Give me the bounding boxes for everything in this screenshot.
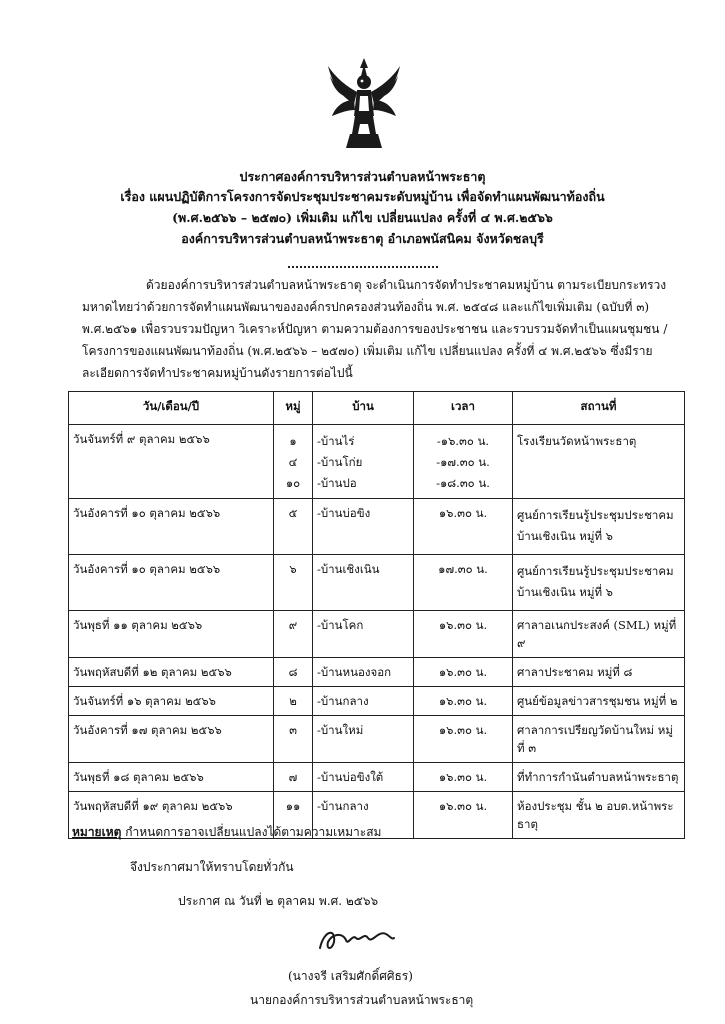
announcement-title: ประกาศองค์การบริหารส่วนตำบลหน้าพระธาตุ <box>239 169 486 184</box>
place-value: ศูนย์การเรียนรู้ประชุมประชาคม <box>517 508 674 522</box>
place-value: ศูนย์การเรียนรู้ประชุมประชาคม <box>517 564 674 578</box>
dotted-divider <box>288 266 438 268</box>
table-row <box>69 687 685 716</box>
note-label: หมายเหตุ <box>72 825 122 839</box>
row-ban: -บ้านบ่อขิงใต้ <box>313 763 414 792</box>
row-time <box>414 425 513 499</box>
row-moo: ๑๑ <box>274 792 313 839</box>
row-date: วันอังคารที่ ๑๐ ตุลาคม ๒๕๖๖ <box>69 555 274 611</box>
row-ban: -บ้านโคก <box>313 611 414 658</box>
time-value: -๑๗.๓๐ น. <box>436 455 490 469</box>
row-date: วันจันทร์ที่ ๑๖ ตุลาคม ๒๕๖๖ <box>69 687 274 716</box>
note-text: กำหนดการอาจเปลี่ยนแปลงได้ตามความเหมาะสม <box>125 825 382 839</box>
table-row <box>69 555 685 611</box>
row-ban: -บ้านหนองจอก <box>313 658 414 687</box>
row-moo: ๗ <box>274 763 313 792</box>
row-ban: -บ้านบ่อขิง <box>313 499 414 555</box>
row-place: ศาลาอเนกประสงค์ (SML) หมู่ที่ ๙ <box>513 611 685 658</box>
row-time: ๑๖.๓๐ น. <box>414 792 513 839</box>
row-moo: ๕ <box>274 499 313 555</box>
row-time: ๑๖.๓๐ น. <box>414 611 513 658</box>
organization-line: องค์การบริหารส่วนตำบลหน้าพระธาตุ อำเภอพนัสนิคม จังหวัดชลบุรี <box>181 231 544 246</box>
row-place <box>513 499 685 555</box>
table-header-row <box>69 392 685 425</box>
place-value: บ้านเชิงเนิน หมู่ที่ ๖ <box>517 529 613 543</box>
table-row <box>69 611 685 658</box>
header-time: เวลา <box>414 392 513 425</box>
row-place: ศาลาประชาคม หมู่ที่ ๘ <box>513 658 685 687</box>
row-time: ๑๖.๓๐ น. <box>414 687 513 716</box>
intro-text: ด้วยองค์การบริหารส่วนตำบลหน้าพระธาตุ จะดำเนินการจัดทำประชาคมหมู่บ้าน ตามระเบียบกระทรวงมหาดไทยว่าด้วยการจัดทำแผนพัฒนาขององค์กรปกครองส่วนท้องถิ่น พ.ศ. ๒๕๔๘ และแก้ไขเพิ่มเติม (ฉบับที่ ๓) พ.ศ.๒๕๖๑ เพื่อรวบรวมปัญหา วิเคราะห์ปัญหา ตามความต้องการของประชาชน และรวบรวมจัดทำเป็นแผนชุมชน / โครงการของแผนพัฒนาท้องถิ่น (พ.ศ.๒๕๖๖ – ๒๕๗๐) เพิ่มเติม แก้ไข เปลี่ยนแปลง ครั้งที่ ๔ พ.ศ.๒๕๖๖ ซึ่งมีรายละเอียดการจัดทำประชาคมหมู่บ้านดังรายการต่อไปนี้ <box>82 278 668 380</box>
header-ban: บ้าน <box>313 392 414 425</box>
announce-date: ประกาศ ณ วันที่ ๒ ตุลาคม พ.ศ. ๒๕๖๖ <box>178 894 379 908</box>
schedule-table <box>68 391 685 839</box>
note <box>72 823 381 842</box>
row-date: วันพุธที่ ๑๘ ตุลาคม ๒๕๖๖ <box>69 763 274 792</box>
row-moo: ๒ <box>274 687 313 716</box>
ban-value: -บ้านโก่ย <box>317 455 363 469</box>
plan-period-line: (พ.ศ.๒๕๖๖ – ๒๕๗๐) เพิ่มเติม แก้ไข เปลี่ยนแปลง ครั้งที่ ๔ พ.ศ.๒๕๖๖ <box>172 210 553 225</box>
row-date: วันพฤหัสบดีที่ ๑๙ ตุลาคม ๒๕๖๖ <box>69 792 274 839</box>
announce-line: จึงประกาศมาให้ทราบโดยทั่วกัน <box>130 860 294 874</box>
intro-paragraph <box>82 274 682 384</box>
header-date: วัน/เดือน/ปี <box>69 392 274 425</box>
row-date: วันจันทร์ที่ ๙ ตุลาคม ๒๕๖๖ <box>69 425 274 499</box>
row-place: ที่ทำการกำนันตำบลหน้าพระธาตุ <box>513 763 685 792</box>
signer-name: (นางจรี เสริมศักดิ์ศศิธร) <box>288 969 413 983</box>
row-moo: ๙ <box>274 611 313 658</box>
row-ban <box>313 425 414 499</box>
time-value: -๑๖.๓๐ น. <box>436 434 490 448</box>
table-row <box>69 716 685 763</box>
row-place: ศาลาการเปรียญวัดบ้านใหม่ หมู่ที่ ๓ <box>513 716 685 763</box>
garuda-emblem-icon <box>324 56 404 152</box>
signer-title: นายกองค์การบริหารส่วนตำบลหน้าพระธาตุ <box>250 993 474 1007</box>
row-moo: ๓ <box>274 716 313 763</box>
signature-icon <box>316 920 396 956</box>
table-row <box>69 499 685 555</box>
moo-value: ๑๐ <box>285 476 301 490</box>
row-date: วันอังคารที่ ๑๐ ตุลาคม ๒๕๖๖ <box>69 499 274 555</box>
row-place: ศูนย์ข้อมูลข่าวสารชุมชน หมู่ที่ ๒ <box>513 687 685 716</box>
row-time: ๑๖.๓๐ น. <box>414 499 513 555</box>
place-value: โรงเรียนวัดหน้าพระธาตุ <box>517 434 637 448</box>
row-place <box>513 555 685 611</box>
table-row <box>69 658 685 687</box>
row-moo: ๖ <box>274 555 313 611</box>
ban-value: -บ้านไร่ <box>317 434 355 448</box>
row-date: วันพฤหัสบดีที่ ๑๒ ตุลาคม ๒๕๖๖ <box>69 658 274 687</box>
moo-value: ๑ <box>289 434 297 448</box>
row-date: วันอังคารที่ ๑๗ ตุลาคม ๒๕๖๖ <box>69 716 274 763</box>
row-ban: -บ้านกลาง <box>313 792 414 839</box>
header-moo: หมู่ <box>274 392 313 425</box>
place-value: บ้านเชิงเนิน หมู่ที่ ๖ <box>517 585 613 599</box>
table-row <box>69 425 685 499</box>
row-time: ๑๖.๓๐ น. <box>414 763 513 792</box>
row-place: ห้องประชุม ชั้น ๒ อบต.หน้าพระธาตุ <box>513 792 685 839</box>
row-time: ๑๗.๓๐ น. <box>414 555 513 611</box>
row-time: ๑๖.๓๐ น. <box>414 716 513 763</box>
ban-value: -บ้านปอ <box>317 476 357 490</box>
row-moo: ๘ <box>274 658 313 687</box>
row-ban: -บ้านใหม่ <box>313 716 414 763</box>
subject-line: เรื่อง แผนปฏิบัติการโครงการจัดประชุมประชาคมระดับหมู่บ้าน เพื่อจัดทำแผนพัฒนาท้องถิ่น <box>120 189 605 204</box>
table-row <box>69 763 685 792</box>
header-place: สถานที่ <box>513 392 685 425</box>
row-moo <box>274 425 313 499</box>
time-value: -๑๘.๓๐ น. <box>436 476 490 490</box>
row-place <box>513 425 685 499</box>
row-ban: -บ้านเชิงเนิน <box>313 555 414 611</box>
row-time: ๑๖.๓๐ น. <box>414 658 513 687</box>
moo-value: ๔ <box>288 455 298 469</box>
row-ban: -บ้านกลาง <box>313 687 414 716</box>
row-date: วันพุธที่ ๑๑ ตุลาคม ๒๕๖๖ <box>69 611 274 658</box>
